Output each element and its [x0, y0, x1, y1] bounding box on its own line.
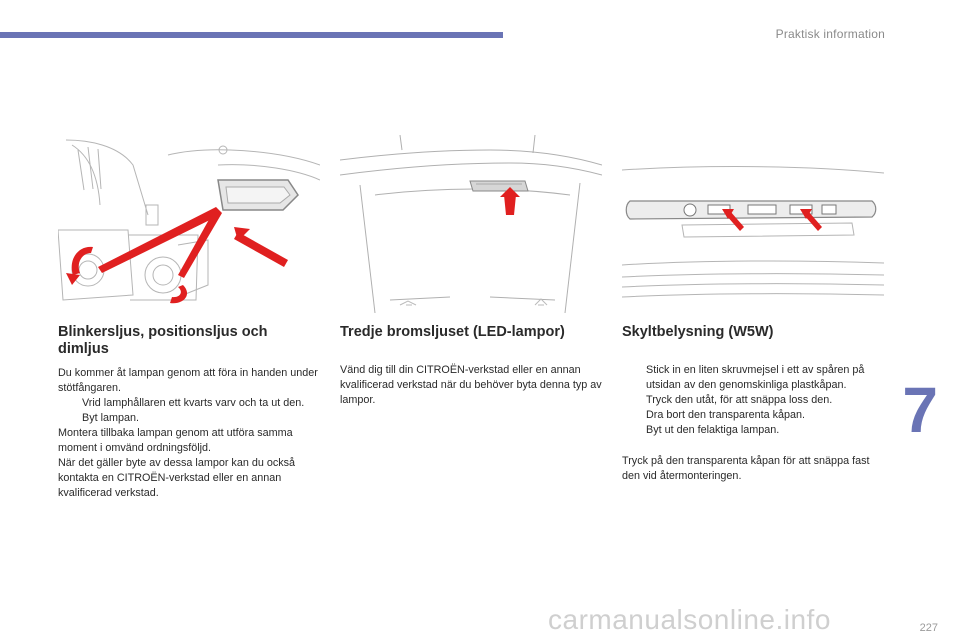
brake-light-text: Vänd dig till din CITROËN-verkstad eller en annan kvalificerad verkstad när du behöver byta denna typ av lampor.	[340, 364, 602, 406]
plate-step-1-text: Stick in en liten skruvmejsel i ett av spåren på utsidan av den genomskinliga plastkåpan.	[646, 364, 865, 391]
illustration-bumper-lamp	[58, 135, 320, 313]
plate-step-3-text: Dra bort den transparenta kåpan.	[646, 409, 806, 421]
page-number: 227	[919, 622, 938, 634]
plate-step-2-text: Tryck den utåt, för att snäppa loss den.	[646, 394, 833, 406]
heading-brake-light: Tredje bromsljuset (LED-lampor)	[340, 324, 565, 340]
heading-bumper-lamps: Blinkersljus, positionsljus och dimljus	[58, 324, 268, 357]
column-plate-light	[622, 320, 884, 484]
plate-refit-text: Tryck på den transparenta kåpan för att snäppa fast den vid återmonteringen.	[622, 455, 870, 482]
bumper-lamp-drawing	[58, 135, 320, 313]
bumper-step-1-text: Vrid lamphållaren ett kvarts varv och ta ut den.	[82, 397, 305, 409]
bumper-refit-text: Montera tillbaka lampan genom att utföra samma moment i omvänd ordningsföljd.	[58, 427, 293, 454]
column-brake-light	[340, 320, 602, 408]
plate-step-2	[622, 393, 884, 408]
chapter-number: 7	[902, 374, 938, 446]
bumper-step-2	[58, 411, 320, 426]
bumper-workshop-text: När det gäller byte av dessa lampor kan du också kontakta en CITROËN-verkstad eller en annan kvalificerad verkstad.	[58, 457, 296, 499]
bumper-step-1	[58, 396, 320, 411]
section-title: Praktisk information	[775, 27, 885, 41]
section-color-bar	[0, 32, 503, 38]
brake-light-drawing	[340, 135, 602, 313]
plate-step-3	[622, 408, 884, 423]
illustration-plate-light	[622, 135, 884, 313]
plate-light-drawing	[622, 135, 884, 313]
illustration-brake-light	[340, 135, 602, 313]
plate-step-4-text: Byt ut den felaktiga lampan.	[646, 424, 780, 436]
plate-step-1	[622, 363, 884, 393]
bumper-intro-text: Du kommer åt lampan genom att föra in handen under stötfångaren.	[58, 367, 318, 394]
bumper-step-2-text: Byt lampan.	[82, 412, 140, 424]
watermark: carmanualsonline.info	[548, 604, 831, 635]
heading-plate-light: Skyltbelysning (W5W)	[622, 324, 774, 340]
column-bumper-lamps	[58, 320, 320, 501]
plate-step-4	[622, 423, 884, 438]
